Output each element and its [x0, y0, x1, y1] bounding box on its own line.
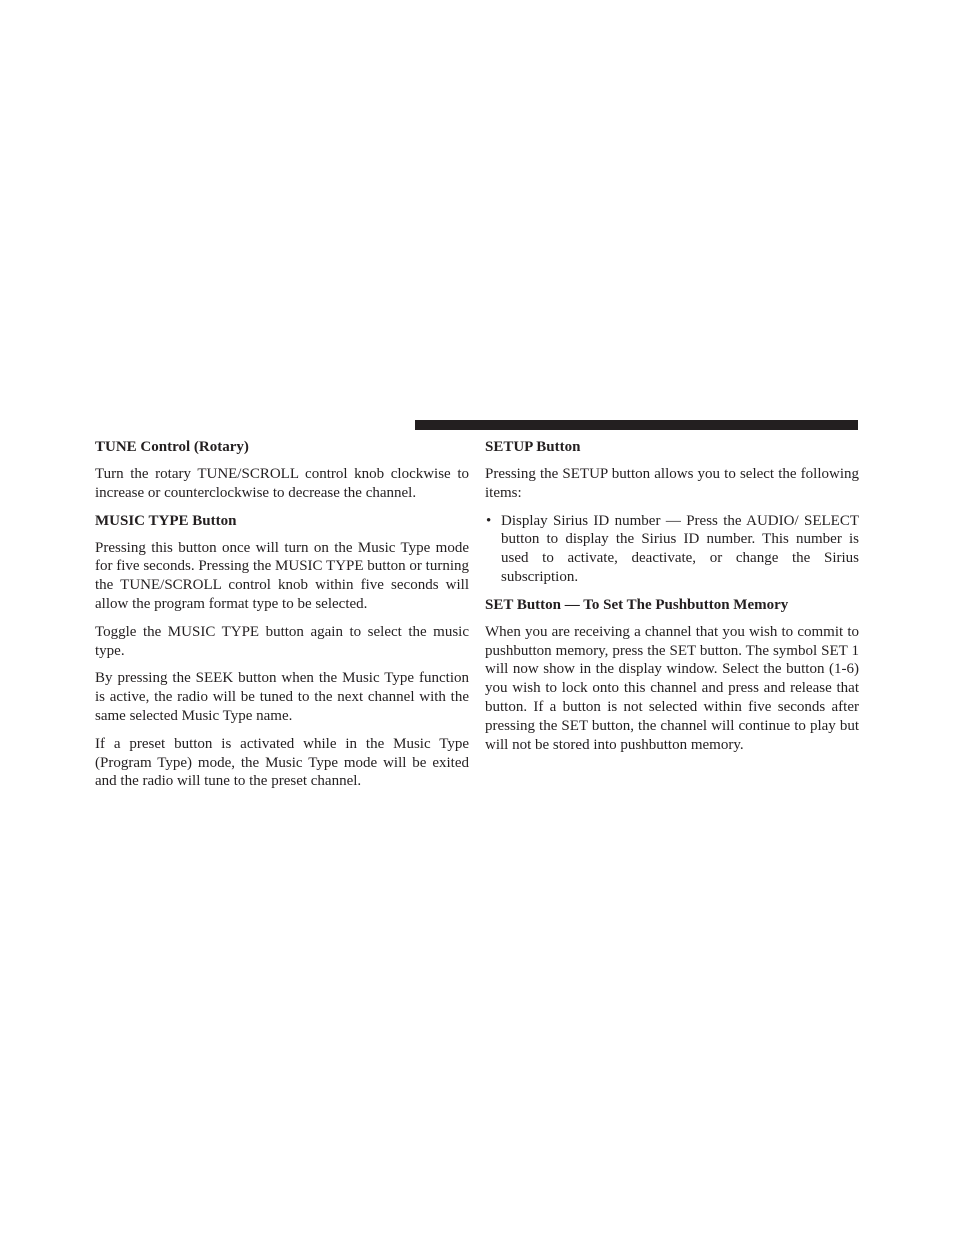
- setup-bullet-text: Display Sirius ID number — Press the AUDIO/ SELECT button to display the Sirius ID number. This number is used to activate, deactivate, or change the Sirius subscription.: [501, 512, 859, 585]
- set-button-text: When you are receiving a channel that you wish to commit to pushbutton memory, press the SET button. The symbol SET 1 will now show in the display window. Select the button (1-6) you wish to lock onto this channel and press and release that button. If a button is not selected within five seconds after pressing the SET button, the channel will continue to play but will not be stored into pushbutton memory.: [485, 623, 859, 753]
- left-column: [95, 438, 469, 800]
- music-type-heading: MUSIC TYPE Button: [95, 512, 237, 529]
- right-column: [485, 438, 859, 763]
- bullet-icon: •: [486, 512, 492, 529]
- music-type-paragraph-4: If a preset button is activated while in the Music Type (Program Type) mode, the Music Type mode will be exited and the radio will tune to the preset channel.: [95, 735, 469, 790]
- list-item: [485, 512, 859, 587]
- setup-button-text: Pressing the SETUP button allows you to select the following items:: [485, 466, 859, 501]
- setup-button-heading: SETUP Button: [485, 439, 581, 455]
- music-type-paragraph-1: Pressing this button once will turn on the Music Type mode for five seconds. Pressing the MUSIC TYPE button or turning the TUNE/SCROLL control knob within five seconds will allow the program format type to be selected.: [95, 539, 469, 612]
- header-rule: [415, 420, 858, 430]
- music-type-paragraph-2: Toggle the MUSIC TYPE button again to select the music type.: [95, 623, 469, 659]
- tune-control-heading: TUNE Control (Rotary): [95, 439, 249, 455]
- set-button-heading: SET Button — To Set The Pushbutton Memory: [485, 596, 789, 613]
- music-type-paragraph-3: By pressing the SEEK button when the Music Type function is active, the radio will be tuned to the next channel with the same selected Music Type name.: [95, 670, 469, 724]
- setup-items-list: [485, 512, 859, 587]
- tune-control-text: Turn the rotary TUNE/SCROLL control knob clockwise to increase or counterclockwise to decrease the channel.: [95, 466, 469, 501]
